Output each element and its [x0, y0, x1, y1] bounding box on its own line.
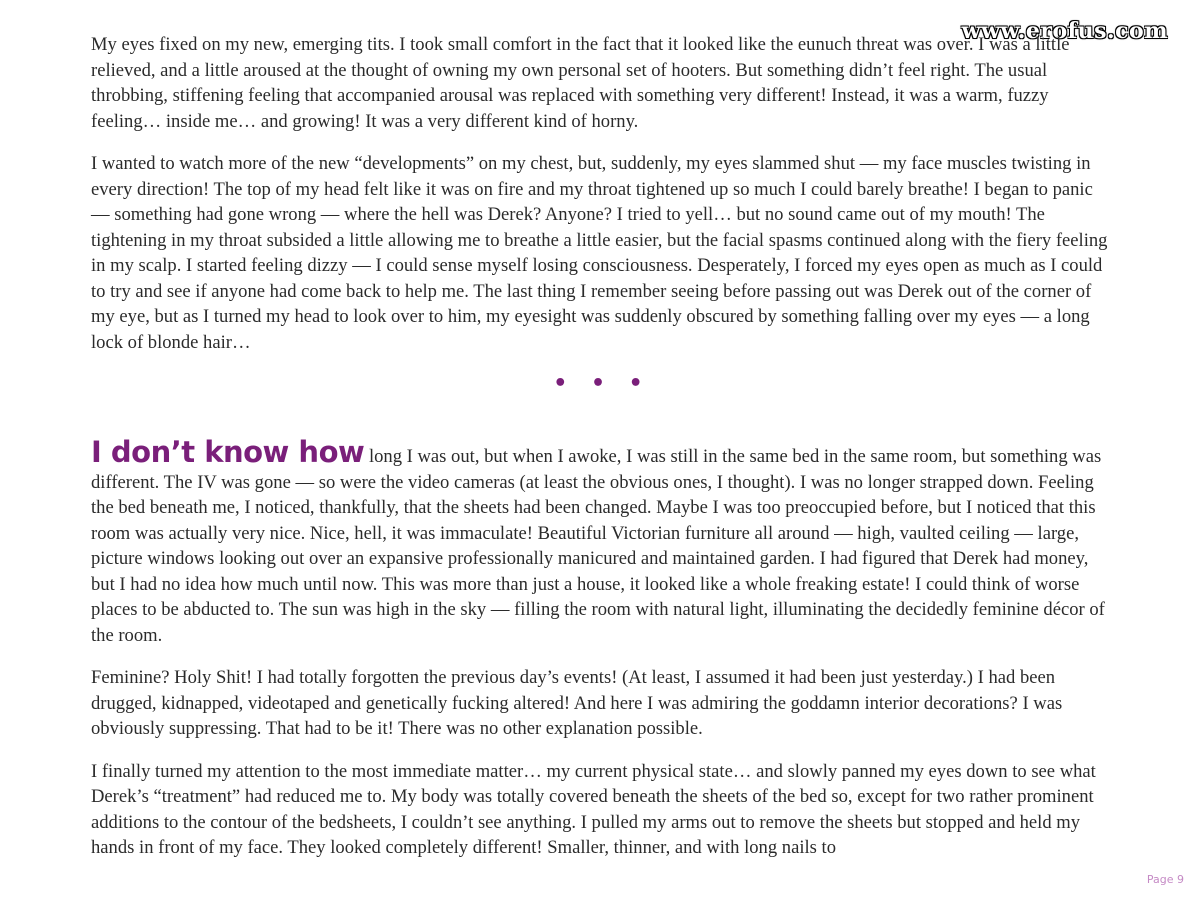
section-divider: • • • — [553, 371, 651, 396]
watermark: www.erofus.com — [961, 18, 1168, 44]
paragraph: I wanted to watch more of the new “developments” on my chest, but, suddenly, my eyes slammed shut — my face muscles twisting in every direction! The top of my head felt like it was on fire and my throat tightened up so much I could barely breathe! I began to panic — something had gone wrong — where the hell was Derek? Anyone? I tried to yell… but no sound came out of my mouth! The tightening in my throat subsided a little allowing me to breathe a little easier, but the facial spasms continued along with the fiery feeling in my scalp. I started feeling dizzy — I could sense myself losing consciousness. Desperately, I forced my eyes open as much as I could to try and see if anyone had come back to help me. The last thing I remember seeing before passing out was Derek out of the corner of my eye, but as I turned my head to look over to him, my eyesight was suddenly obscured by something falling over my eyes — a long lock of blonde hair… — [91, 153, 1108, 353]
paragraph: I finally turned my attention to the most immediate matter… my current physical state… and slowly panned my eyes down to see what Derek’s “treatment” had reduced me to. My body was totally covered beneath the sheets of the bed so, except for two rather prominent additions to the contour of the bedsheets, I couldn’t see anything. I pulled my arms out to remove the sheets but stopped and held my hands in front of my face. They looked completely different! Smaller, thinner, and with long nails to — [91, 760, 1096, 858]
paragraph-text: long I was out, but when I awoke, I was still in the same bed in the same room, but something was different. The IV was gone — so were the video cameras (at least the obvious ones, I thought). I was no longer strapped down. Feeling the bed beneath me, I noticed, thankfully, that the sheets had been changed. Maybe I was too preoccupied before, but I noticed that this room was actually very nice. Nice, hell, it was immaculate! Beautiful Victorian furniture all around — high, vaulted ceiling — large, picture windows looking out over an expansive professionally manicured and maintained garden. I had figured that Derek had money, but I had no idea how much until now. This was more than just a house, it looked like a whole freaking estate! I could think of worse places to be abducted to. The sun was high in the sky — filling the room with natural light, illuminating the decidedly feminine décor of the room. — [91, 446, 1105, 646]
paragraph: Feminine? Holy Shit! I had totally forgotten the previous day’s events! (At least, I assumed it had been just yesterday.) I had been drugged, kidnapped, videotaped and genetically fucking altered! And here I was admiring the goddamn interior decorations? I was obviously suppressing. That had to be it! There was no other explanation possible. — [91, 667, 1063, 739]
paragraph-with-lead — [91, 435, 1113, 648]
section-lead-in: I don’t know how — [91, 435, 365, 469]
paragraph: My eyes fixed on my new, emerging tits. I took small comfort in the fact that it looked like the eunuch threat was over. I was a little relieved, and a little aroused at the thought of owning my own personal set of hooters. But something didn’t feel right. The usual throbbing, stiffening feeling that accompanied arousal was replaced with something very different! Instead, it was a warm, fuzzy feeling… inside me… and growing! It was a very different kind of horny. — [91, 34, 1070, 132]
page-number: Page 9 — [1146, 873, 1184, 886]
text-column — [91, 32, 1113, 878]
